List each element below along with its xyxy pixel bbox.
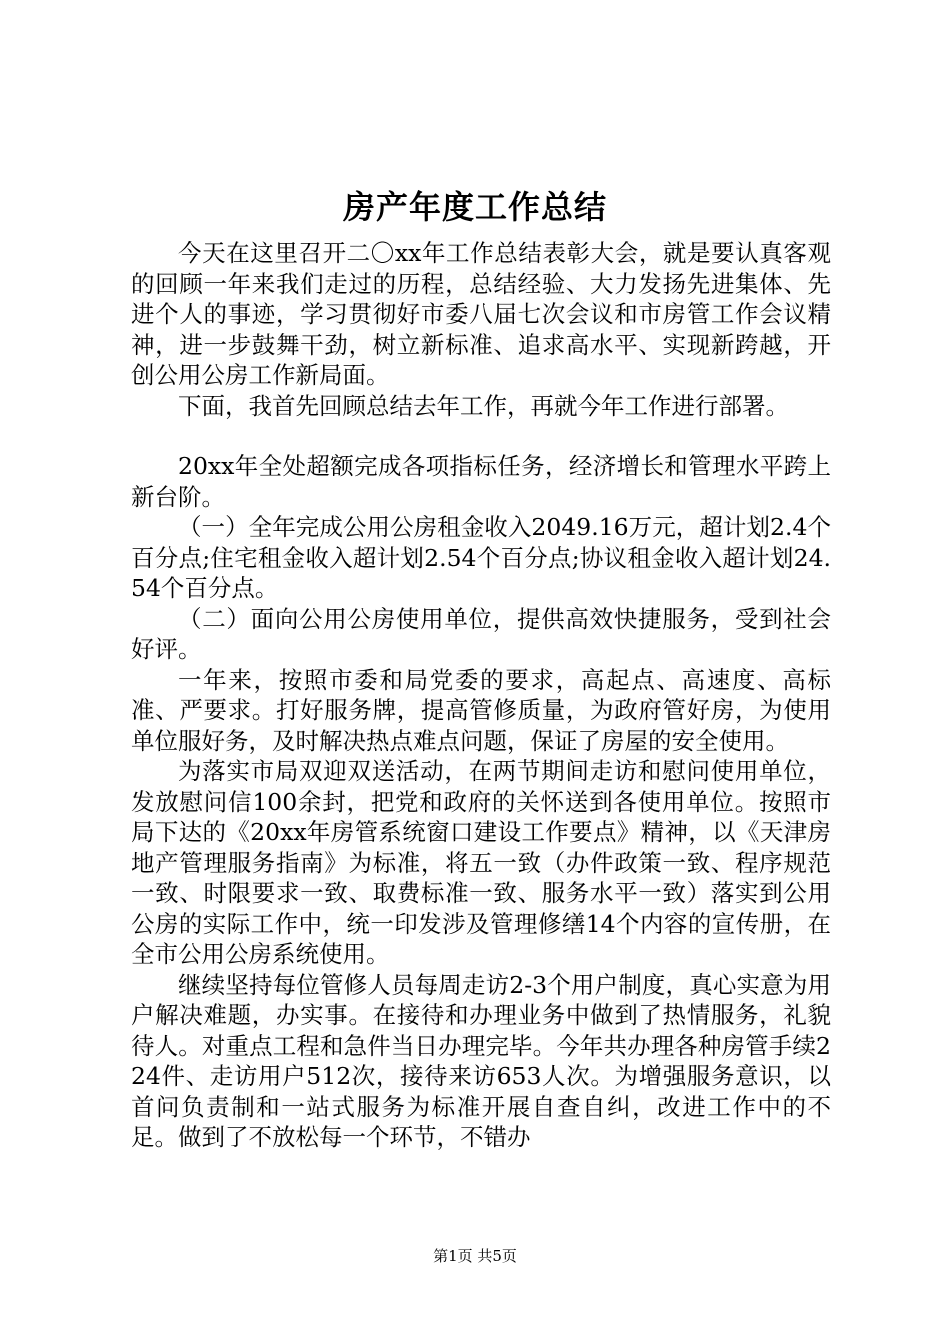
paragraph-service-requirements: 一年来，按照市委和局党委的要求，高起点、高速度、高标准、严要求。打好服务牌，提高管修质量，为政府管好房，为使用单位服好务，及时解决热点难点问题，保证了房屋的安全使用。 — [131, 665, 831, 755]
paragraph-rent-income: （一）全年完成公用公房租金收入2049.16万元，超计划2.4个百分点;住宅租金收入超计划2.54个百分点;协议租金收入超计划24.54个百分点。 — [131, 513, 831, 602]
paragraph-visits-activities: 为落实市局双迎双送活动，在两节期间走访和慰问使用单位，发放慰问信100余封，把党和政府的关怀送到各使用单位。按照市局下达的《20xx年房管系统窗口建设工作要点》精神，以《天津房地产管理服务指南》为标准，将五一致（办件政策一致、程序规范一致、时限要求一致、取费标准一致、服务水平一致）落实到公用公房的实际工作中，统一印发涉及管理修缮14个内容的宣传册，在全市公用公房系统使用。 — [131, 757, 831, 968]
paragraph-outline: 下面，我首先回顾总结去年工作，再就今年工作进行部署。 — [178, 391, 789, 420]
paragraph-opening: 今天在这里召开二〇xx年工作总结表彰大会，就是要认真客观的回顾一年来我们走过的历程，总结经验、大力发扬先进集体、先进个人的事迹，学习贯彻好市委八届七次会议和市房管工作会议精神，进一步鼓舞干劲，树立新标准、追求高水平、实现新跨越，开创公用公房工作新局面。 — [131, 239, 831, 389]
document-body — [131, 238, 831, 1153]
document-title: 房产年度工作总结 — [342, 188, 607, 226]
paragraph-service-heading: （二）面向公用公房使用单位，提供高效快捷服务，受到社会好评。 — [131, 604, 831, 663]
paragraph-user-visits: 继续坚持每位管修人员每周走访2-3个用户制度，真心实意为用户解决难题，办实事。在接待和办理业务中做到了热情服务，礼貌待人。对重点工程和急件当日办理完毕。今年共办理各种房管手续224件、走访用户512次，接待来访653人次。为增强服务意识，以首问负责制和一站式服务为标准开展自查自纠，改进工作中的不足。做到了不放松每一个环节，不错办 — [131, 970, 831, 1151]
page-footer: 第1页 共5页 — [433, 1247, 517, 1265]
paragraph-summary: 20xx年全处超额完成各项指标任务，经济增长和管理水平跨上新台阶。 — [131, 452, 831, 511]
